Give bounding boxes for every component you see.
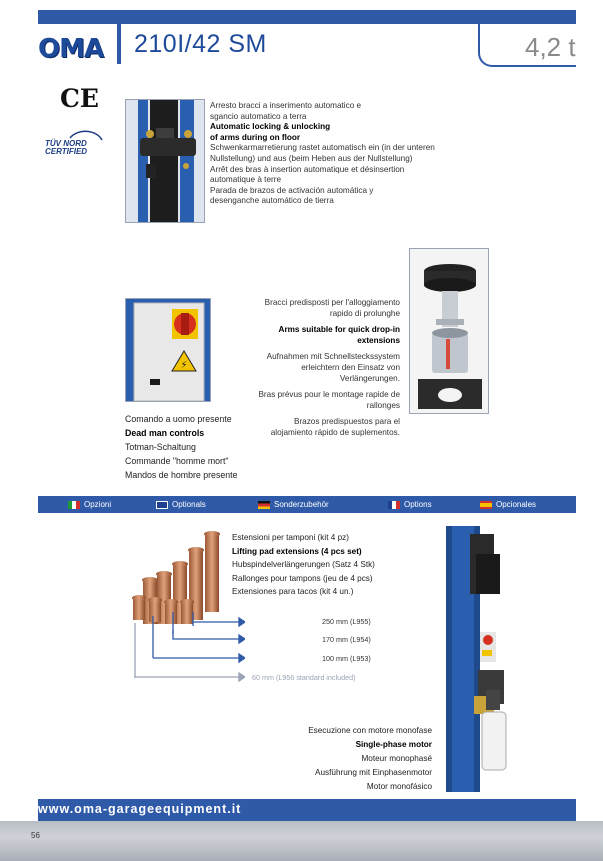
model-title: 210I/42 SM: [134, 30, 267, 58]
options-language-bar: [38, 496, 576, 513]
dead-man-description: Comando a uomo presente Dead man controls Totman-Schaltung Commande "homme mort" Mandos de hombre presente: [125, 414, 238, 480]
arm-extension-description: Bracci predisposti per l'alloggiamento rapido di prolunghe Arms suitable for quick drop-in extensions Aufnahmen mit Schnellsteckssystem erleichtern den Einsatz von Verlängerungen. Bras prévus pour le montage rapide de rallonges Brazos predispuestos para el alojamiento rápido de suplementos.: [258, 298, 400, 437]
arm-locking-description: Arresto bracci a inserimento automatico e sgancio automatico a terra Automatic locking & unlocking of arms during on floor Schwenkarmarretierung rastet automatisch ein (in der unteren Nullstellung) und aus (beim Heben aus der Nullstellung) Arrêt des bras à insertion automatique et désinsertion automatique à terre Parada de brazos de activación automática y desenganche automático de tierra: [210, 101, 435, 206]
page-number: 56: [31, 831, 40, 840]
pad-extensions-description: Estensioni per tamponi (kit 4 pz) Lifting pad extensions (4 pcs set) Hubspindelverlängerungen (Satz 4 Stk) Rallonges pour tampons (jeu de 4 pcs) Extensiones para tacos (kit 4 un.): [232, 533, 375, 596]
france-flag-icon: [388, 501, 400, 509]
ce-mark: CE: [60, 84, 99, 113]
website-link[interactable]: www.oma-garageequipment.it: [38, 802, 242, 816]
svg-text:⚡: ⚡: [180, 360, 188, 371]
spain-flag-icon: [480, 501, 492, 509]
germany-flag-icon: [258, 501, 270, 509]
size-170: 170 mm (L954): [322, 635, 371, 644]
tuv-label: TÜV NORD CERTIFIED: [45, 139, 88, 156]
option-lang-fr: Options: [388, 500, 432, 509]
option-lang-de: Sonderzubehör: [258, 500, 329, 509]
size-60: 60 mm (L956 standard included): [252, 673, 356, 682]
uk-flag-icon: [156, 501, 168, 509]
size-100: 100 mm (L953): [322, 654, 371, 663]
extension-receptacle-photo: [409, 248, 489, 414]
motor-description: Esecuzione con motore monofase Single-phase motor Moteur monophasé Ausführung mit Einphasenmotor Motor monofásico: [308, 726, 432, 791]
control-box-photo: [125, 298, 211, 402]
option-lang-en: Optionals: [156, 500, 206, 509]
header-divider: [117, 10, 121, 64]
size-leader-lines: [125, 615, 245, 685]
capacity-label: 4,2 t: [525, 32, 576, 62]
option-lang-it: Opzioni: [68, 500, 111, 509]
arm-locking-photo: [125, 99, 205, 223]
column-motor-photo: [436, 520, 512, 792]
italy-flag-icon: [68, 501, 80, 509]
brand-logo: OMA: [38, 34, 104, 64]
size-250: 250 mm (L955): [322, 617, 371, 626]
option-lang-es: Opcionales: [480, 500, 536, 509]
footer-metal-strip: [0, 821, 603, 861]
